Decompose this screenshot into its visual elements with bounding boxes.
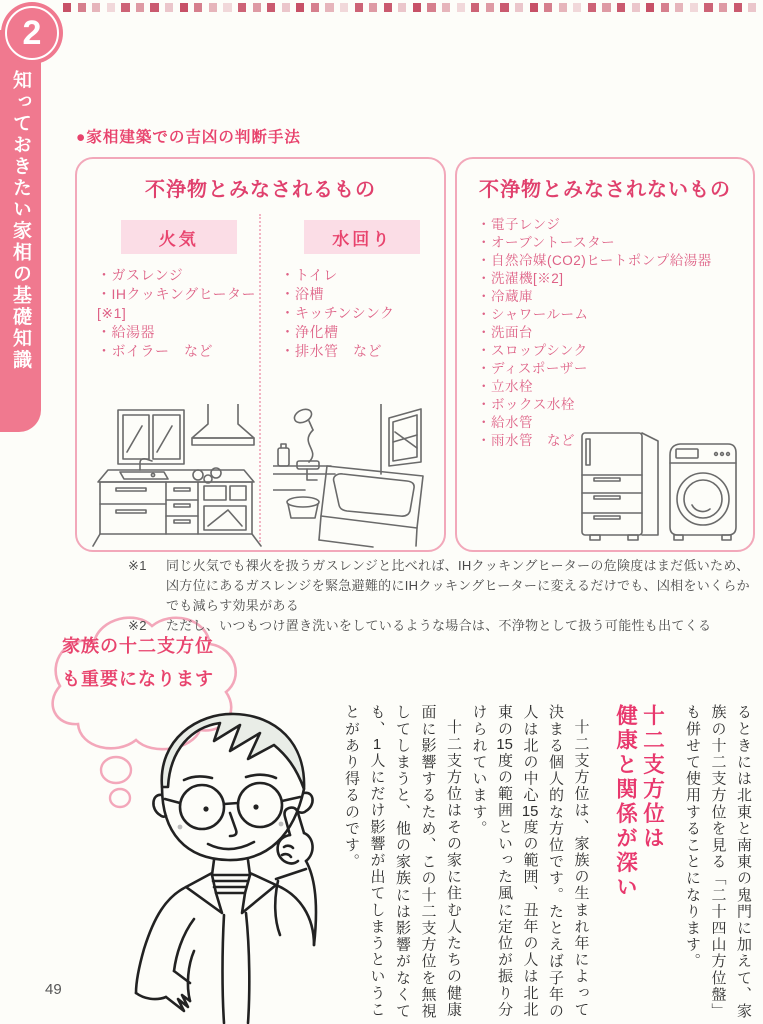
list-item: ・ボックス水栓 — [477, 397, 575, 412]
dot-border — [63, 3, 761, 13]
list-item: ・スロップシンク — [477, 343, 588, 358]
list-item: ・浄化槽 — [280, 324, 339, 340]
sidebar-tab — [0, 30, 41, 432]
unclean-box — [75, 157, 446, 552]
bathroom-illustration — [273, 404, 445, 550]
article-heading-line2: 健康と関係が深い — [613, 704, 638, 900]
list-item: ・ディスポーザー — [477, 361, 588, 376]
list-item: ・給水管 — [477, 415, 533, 430]
list-item: ・洗濯機[※2] — [477, 271, 564, 286]
water-list — [281, 266, 445, 361]
list-item: ・雨水管 など — [477, 433, 575, 448]
kitchen-illustration — [92, 404, 264, 550]
list-item: ・給湯器 — [97, 324, 155, 340]
fire-column — [77, 220, 261, 361]
clean-box — [455, 157, 755, 552]
article-paragraph: 十二支方位はその家に住む人たちの健康面に影響するため、この十二支方位を無視してしまうと、他の家族には影響がなくても、1人にだけ影響が出てしまうということがあり得るのです。 — [343, 704, 462, 1020]
list-item: ・トイレ — [280, 267, 338, 283]
footnotes — [128, 556, 756, 636]
clean-list — [477, 216, 753, 450]
page-number: 49 — [45, 981, 62, 998]
footnote-row — [128, 556, 756, 616]
sidebar-title: 知っておきたい家相の基礎知識 — [10, 70, 31, 371]
water-column — [261, 220, 445, 361]
article-heading — [612, 704, 666, 1022]
chapter-number: 2 — [22, 14, 42, 52]
list-item: ・洗面台 — [477, 325, 533, 340]
unclean-box-title: 不浄物とみなされるもの — [145, 179, 376, 201]
list-item: ・電子レンジ — [477, 217, 561, 232]
pointing-man-illustration — [128, 703, 336, 1024]
list-item: ・冷蔵庫 — [477, 289, 533, 304]
list-item: ・排水管 など — [280, 343, 382, 359]
footnote-text: 同じ火気でも裸火を扱うガスレンジと比べれば、IHクッキングヒーターの危険度はまだ低いため、凶方位にあるガスレンジを緊急避難的にIHクッキングヒーターに変えるだけでも、凶相をいくらかでも減らす効果がある — [166, 558, 750, 613]
list-item: [※1] — [97, 305, 127, 321]
bubble-line1: 家族の十二支方位 — [62, 636, 214, 656]
thought-bubble-text — [56, 630, 220, 696]
list-item: ・IHクッキングヒーター — [97, 286, 257, 302]
clean-box-title: 不浄物とみなされないもの — [479, 179, 731, 201]
list-item: ・浴槽 — [280, 286, 324, 302]
section-header: ●家相建築での吉凶の判断手法 — [76, 129, 301, 146]
list-item: ・キッチンシンク — [280, 305, 395, 321]
chapter-badge — [1, 2, 63, 64]
list-item: ・自然冷媒(CO2)ヒートポンプ給湯器 — [477, 253, 712, 268]
article-heading-line1: 十二支方位は — [640, 704, 665, 851]
list-item: ・ガスレンジ — [97, 267, 184, 283]
fire-header-chip: 火気 — [121, 220, 237, 254]
appliances-illustration — [570, 429, 750, 551]
footnote-label: ※2 — [128, 618, 147, 633]
water-header-chip: 水回り — [304, 220, 420, 254]
list-item: ・ボイラー など — [97, 343, 213, 359]
article-paragraph: 十二支方位は、家族の生まれ年によって決まる個人的な方位です。たとえば子年の人は北の中心15度の範囲、丑年の人は北北東の15度の範囲といった風に定位が振り分けられています。 — [470, 704, 590, 1020]
bubble-line2: も重要になります — [62, 669, 214, 689]
list-item: ・シャワールーム — [477, 307, 589, 322]
fire-list — [97, 266, 261, 361]
list-item: ・立水栓 — [477, 379, 533, 394]
article — [339, 704, 757, 1022]
footnote-row — [128, 616, 756, 636]
footnote-label: ※1 — [128, 558, 147, 573]
article-intro: るときには北東と南東の鬼門に加えて、家族の十二支方位を見る「二十四山方位盤」も併せて使用することになります。 — [684, 704, 752, 1020]
list-item: ・オーブントースター — [477, 235, 616, 250]
footnote-text: ただし、いつもつけ置き洗いをしているような場合は、不浄物として扱う可能性も出てくる — [166, 618, 712, 633]
